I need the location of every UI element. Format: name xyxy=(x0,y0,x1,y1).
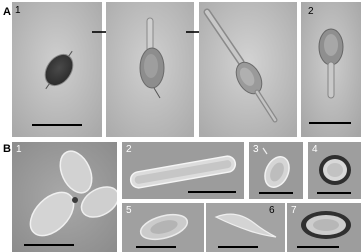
scale-bar-b5 xyxy=(136,246,176,248)
micrograph-b2 xyxy=(122,142,244,199)
micrograph-b4 xyxy=(308,142,361,199)
micrograph-b7 xyxy=(287,203,361,252)
scale-bar-b7 xyxy=(297,246,339,248)
micrograph-a2 xyxy=(301,2,361,137)
micrograph-a1-stage3 xyxy=(199,2,297,137)
sub-label-b4: 4 xyxy=(312,144,318,155)
scale-bar-b1 xyxy=(24,244,74,246)
panel-letter-a: A xyxy=(3,6,11,18)
micrograph-b6 xyxy=(206,203,285,252)
micrograph-a1-stage2 xyxy=(106,2,194,137)
sub-label-b1: 1 xyxy=(16,144,22,155)
sub-label-a2: 2 xyxy=(308,6,314,17)
panel-letter-b: B xyxy=(3,143,11,155)
scale-bar-b4 xyxy=(317,192,351,194)
sub-label-b5: 5 xyxy=(126,205,132,216)
scale-bar-a2 xyxy=(309,122,351,124)
scale-bar-b3 xyxy=(259,192,293,194)
sub-label-a1: 1 xyxy=(15,5,21,16)
sub-label-b7: 7 xyxy=(291,205,297,216)
sub-label-b2: 2 xyxy=(126,144,132,155)
scale-bar-a1 xyxy=(32,124,82,126)
sub-label-b6: 6 xyxy=(269,205,275,216)
micrograph-b5 xyxy=(122,203,204,252)
sub-label-b3: 3 xyxy=(253,144,259,155)
scale-bar-b2 xyxy=(188,191,236,193)
micrograph-a1 xyxy=(12,2,102,137)
scale-bar-b6 xyxy=(218,246,258,248)
micrograph-b3 xyxy=(249,142,303,199)
micrograph-b1 xyxy=(12,142,117,252)
